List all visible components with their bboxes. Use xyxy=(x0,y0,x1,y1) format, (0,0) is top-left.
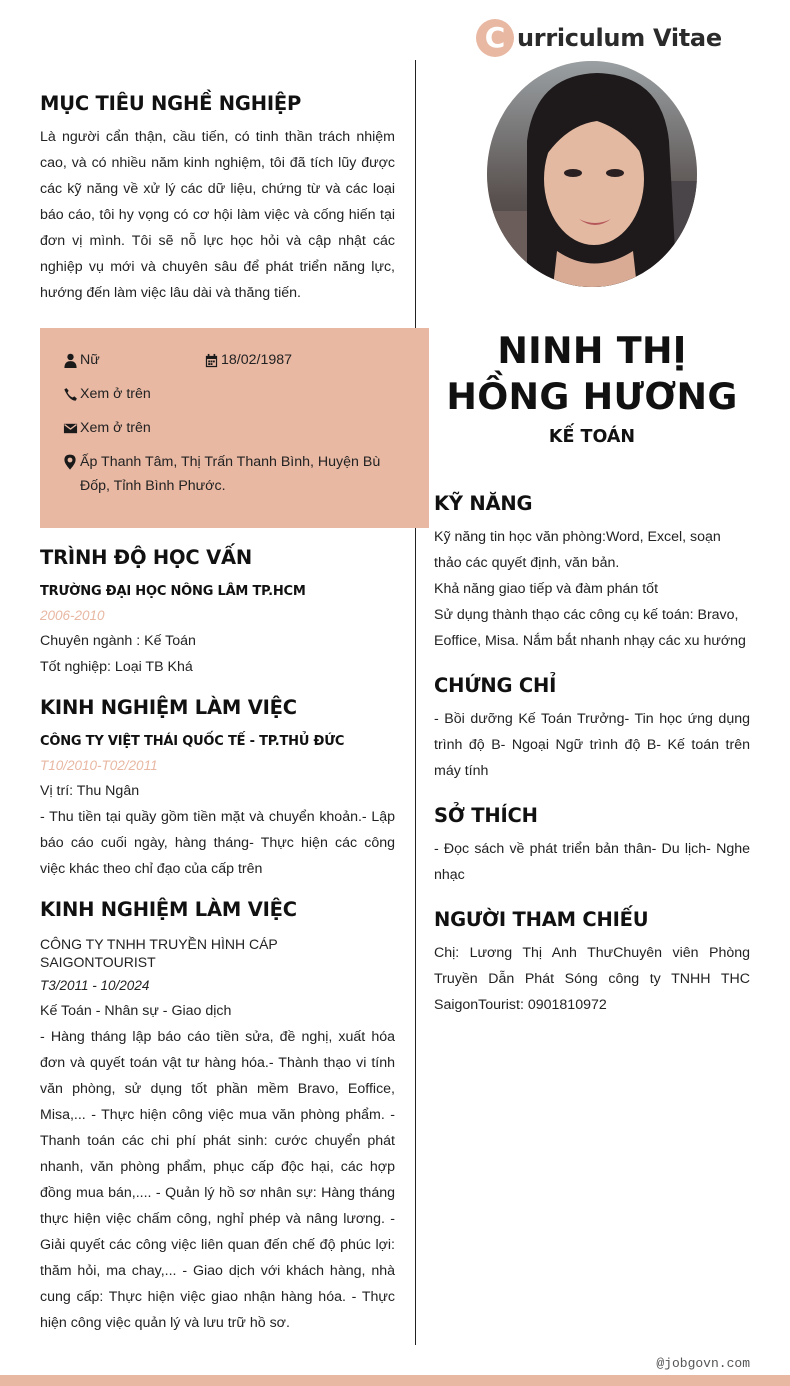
objective-text: Là người cẩn thận, cầu tiến, có tinh thần trách nhiệm cao, và có nhiều năm kinh nghiệm, tôi đã tích lũy được các kỹ năng về xử lý các dữ liệu, chứng từ và các loại báo cáo, tôi hy vọng có cơ hội làm việc và cống hiến tại đơn vị mình. Tôi sẽ nỗ lực học hỏi và cập nhật các nghiệp vụ mới và chuyên sâu để phát triển năng lực, hướng đến làm việc lâu dài và thăng tiến. xyxy=(40,129,395,301)
skill-item: Khả năng giao tiếp và đàm phán tốt xyxy=(434,581,659,597)
experience-section-1 xyxy=(40,696,395,882)
address-row xyxy=(60,450,380,498)
portrait-illustration xyxy=(487,61,697,287)
education-graduation: Tốt nghiệp: Loại TB Khá xyxy=(40,659,193,675)
objective-heading: MỤC TIÊU NGHỀ NGHIỆP xyxy=(40,92,302,115)
experience2-position: Kế Toán - Nhân sự - Giao dịch xyxy=(40,1003,232,1019)
birthdate-row xyxy=(201,348,292,372)
location-pin-icon xyxy=(60,450,80,474)
certificates-section xyxy=(434,674,750,784)
experience2-description: - Hàng tháng lập báo cáo tiền sửa, đề nghị, xuất hóa đơn và quyết toán vật tư hàng hóa.- Thành thạo vi tính văn phòng, sử dụng tốt phần mềm Bravo, Eoffice, Misa,... - Thực hiện công việc mua văn phòng phẩm. - Thanh toán các chi phí phát sinh: cước chuyển phát nhanh, văn phòng phẩm, phục cấp độc hại, các hợp đồng mua bán,.... - Quản lý hồ sơ nhân sự: Hàng tháng thực hiện việc chấm công, nghỉ phép và nâng lương. - Giải quyết các công việc liên quan đến chế độ phúc lợi: thăm hỏi, ma chay,... - Giao dịch với khách hàng, nhà cung cấp: Thực hiện việc giao nhận hàng hóa. - Thực hiện công việc quản lý và lưu trữ hồ sơ. xyxy=(40,1029,395,1331)
experience1-period: T10/2010-T02/2011 xyxy=(40,758,158,773)
certificates-heading: CHỨNG CHỈ xyxy=(434,674,557,697)
references-heading: NGƯỜI THAM CHIẾU xyxy=(434,908,649,931)
experience-section-2 xyxy=(40,898,395,1336)
hobbies-heading: SỞ THÍCH xyxy=(434,804,538,827)
objective-section xyxy=(40,92,395,306)
column-divider xyxy=(415,60,416,1345)
address-line-2: Đốp, Tỉnh Bình Phước. xyxy=(80,478,226,494)
logo-text: urriculum Vitae xyxy=(517,24,722,52)
hobbies-text: - Đọc sách về phát triển bản thân- Du lịch- Nghe nhạc xyxy=(434,841,750,883)
email-row xyxy=(60,416,151,440)
mail-icon xyxy=(60,416,80,440)
email-value: Xem ở trên xyxy=(80,420,151,436)
experience1-company: CÔNG TY VIỆT THÁI QUỐC TẾ - TP.THỦ ĐỨC xyxy=(40,734,345,749)
references-text: Chị: Lương Thị Anh ThưChuyên viên Phòng Truyền Dẫn Phát Sóng công ty TNHH THC SaigonTourist: 0901810972 xyxy=(434,945,750,1013)
calendar-icon xyxy=(201,348,221,372)
skill-item: Sử dụng thành thạo các công cụ kế toán: Bravo, Eoffice, Misa. Nắm bắt nhanh nhạy các xu hướng xyxy=(434,607,746,649)
education-school: TRƯỜNG ĐẠI HỌC NÔNG LÂM TP.HCM xyxy=(40,584,306,599)
experience1-heading: KINH NGHIỆM LÀM VIỆC xyxy=(40,696,297,719)
footer-watermark: @jobgovn.com xyxy=(656,1356,750,1371)
education-period: 2006-2010 xyxy=(40,608,105,623)
profile-photo xyxy=(487,61,697,287)
person-icon xyxy=(60,348,80,372)
gender-value: Nữ xyxy=(80,352,100,368)
skills-section xyxy=(434,492,750,654)
experience1-position: Vị trí: Thu Ngân xyxy=(40,783,140,799)
address-value xyxy=(80,450,380,498)
experience1-description: - Thu tiền tại quầy gồm tiền mặt và chuyển khoản.- Lập báo cáo cuối ngày, hàng tháng- Thực hiện các công việc khác theo chỉ đạo của cấp trên xyxy=(40,809,395,877)
hobbies-section xyxy=(434,804,750,888)
footer-bar xyxy=(0,1375,790,1386)
education-heading: TRÌNH ĐỘ HỌC VẤN xyxy=(40,546,253,569)
candidate-role: KẾ TOÁN xyxy=(548,427,636,447)
logo-letter: C xyxy=(476,19,514,57)
phone-row xyxy=(60,382,151,406)
birthdate-value: 18/02/1987 xyxy=(221,352,293,368)
experience2-period: T3/2011 - 10/2024 xyxy=(40,978,150,993)
contact-box xyxy=(40,328,429,528)
candidate-name: NINH THỊ HỒNG HƯƠNG xyxy=(446,329,738,418)
gender-row xyxy=(60,348,100,372)
skills-heading: KỸ NĂNG xyxy=(434,492,533,515)
experience2-heading: KINH NGHIỆM LÀM VIỆC xyxy=(40,898,297,921)
address-line-1: Ấp Thanh Tâm, Thị Trấn Thanh Bình, Huyện Bù xyxy=(80,454,381,470)
cv-logo xyxy=(476,17,722,59)
education-major: Chuyên ngành : Kế Toán xyxy=(40,633,196,649)
phone-icon xyxy=(60,382,80,406)
experience2-company: CÔNG TY TNHH TRUYỀN HÌNH CÁP SAIGONTOURIST xyxy=(40,936,278,970)
education-section xyxy=(40,546,395,680)
skill-item: Kỹ năng tin học văn phòng:Word, Excel, soạn thảo các quyết định, văn bản. xyxy=(434,529,721,571)
phone-value: Xem ở trên xyxy=(80,386,151,402)
references-section xyxy=(434,908,750,1018)
certificates-text: - Bồi dưỡng Kế Toán Trưởng- Tin học ứng dụng trình độ B- Ngoại Ngữ trình độ B- Kế toán trên máy tính xyxy=(434,711,750,779)
